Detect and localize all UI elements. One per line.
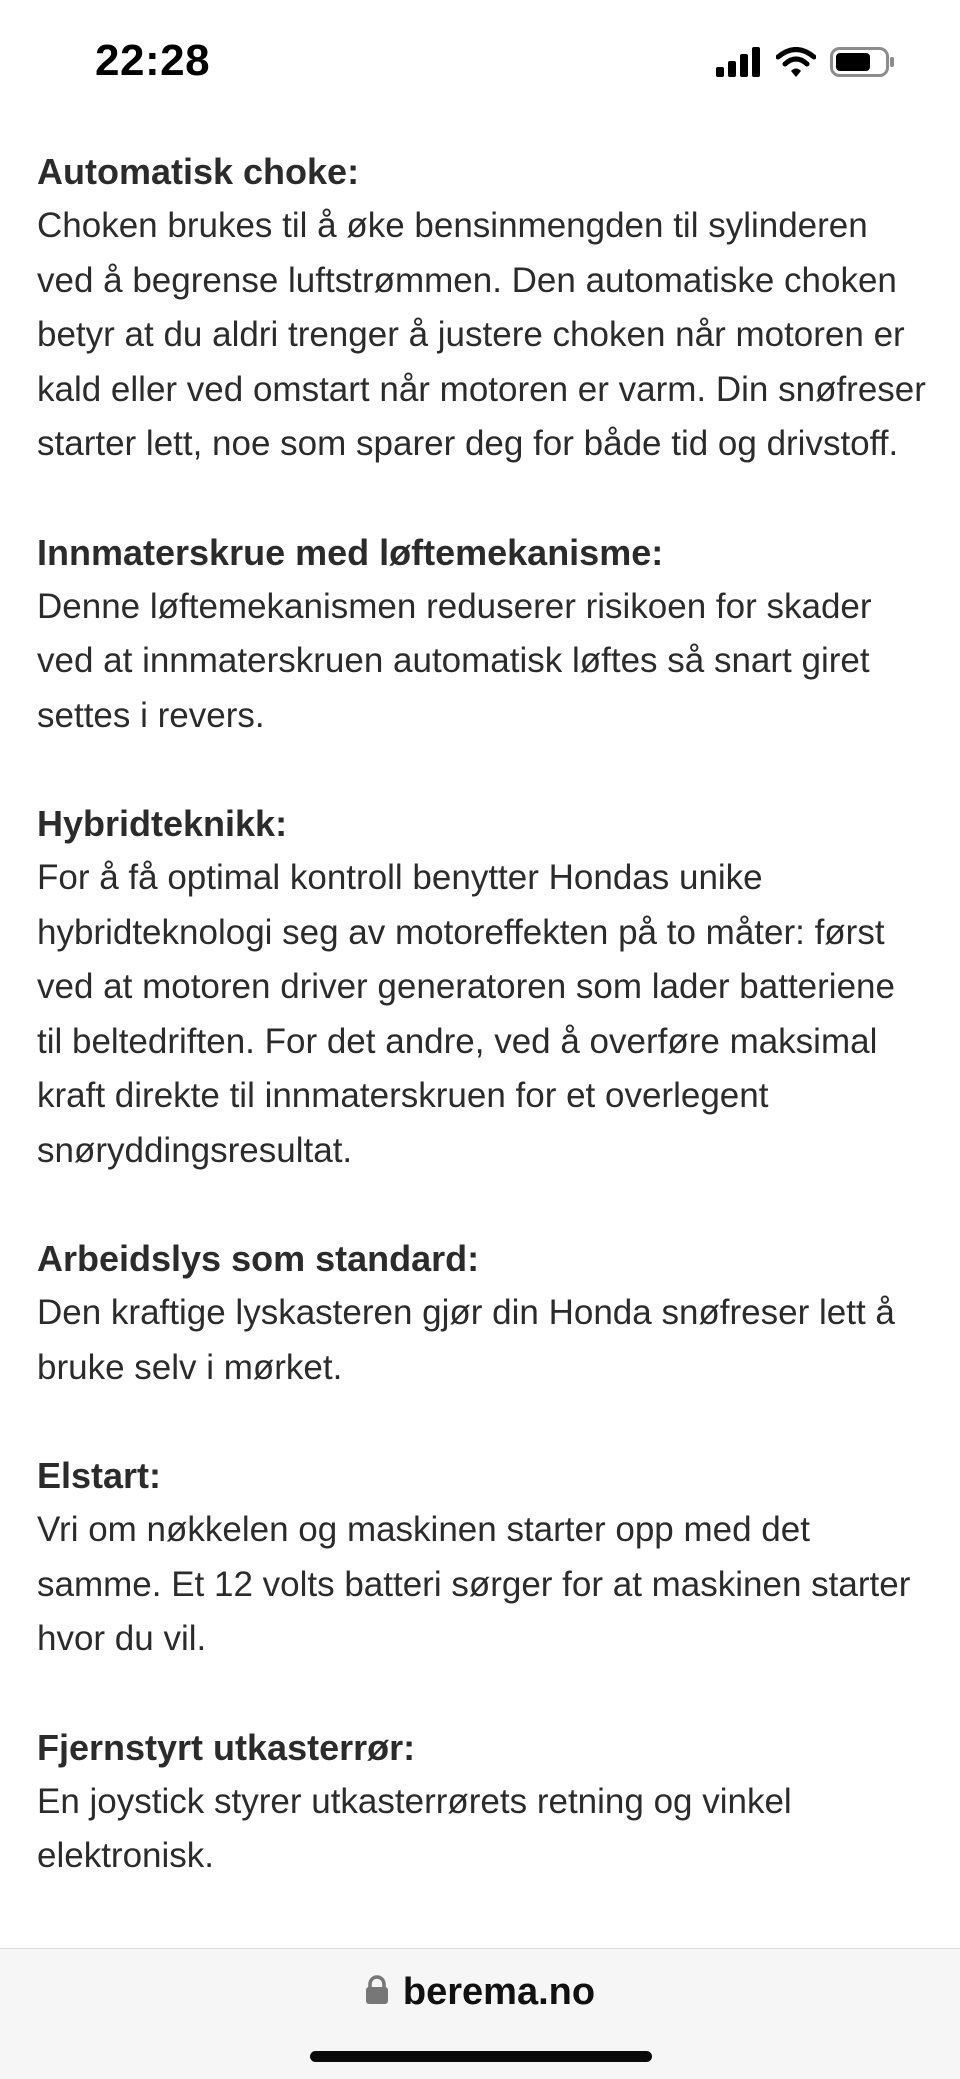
section-elstart (37, 1449, 927, 1667)
section-title: Innmaterskrue med løftemekanisme: (37, 531, 664, 573)
section-automatisk-choke (37, 145, 927, 472)
battery-icon (830, 47, 896, 82)
cellular-signal-icon (716, 47, 762, 82)
status-icons (716, 46, 896, 82)
status-bar (0, 0, 960, 130)
status-time: 22:28 (95, 36, 211, 85)
section-body: Choken brukes til å øke bensinmengden til sylinderen ved å begrense luftstrømmen. Den automatiske choken betyr at du aldri trenger å justere choken når motoren er kald eller ved omstart når motoren er varm. Din snøfreser starter lett, noe som sparer deg for både tid og drivstoff. (37, 206, 926, 463)
section-title: Automatisk choke: (37, 151, 360, 192)
section-title: Elstart: (37, 1455, 162, 1496)
section-arbeidslys (37, 1232, 927, 1395)
browser-address-bar[interactable] (0, 1948, 960, 2079)
section-body: For å få optimal kontroll benytter Hondas unike hybridteknologi seg av motoreffekten på to måter: først ved at motoren driver generatoren som lader batteriene til beltedriften. For det andre, ved å overføre maksimal kraft direkte til innmaterskruen for et overlegent snøryddingsresultat. (37, 858, 895, 1170)
url-display[interactable] (0, 1971, 960, 2014)
section-title: Fjernstyrt utkasterrør: (37, 1726, 416, 1768)
section-title: Hybridteknikk: (37, 803, 288, 844)
section-body: Vri om nøkkelen og maskinen starter opp med det samme. Et 12 volts batteri sørger for at maskinen starter hvor du vil. (37, 1510, 911, 1658)
lock-icon (365, 1975, 389, 2010)
section-title: Arbeidslys som standard: (37, 1238, 480, 1279)
section-hybridteknikk (37, 797, 927, 1178)
wifi-icon (776, 47, 816, 82)
section-innmaterskrue (37, 526, 927, 744)
section-body: En joystick styrer utkasterrørets retning og vinkel elektronisk. (37, 1781, 792, 1875)
page-content (37, 145, 927, 1935)
section-fjernstyrt-utkasterror (37, 1721, 927, 1884)
section-body: Den kraftige lyskasteren gjør din Honda snøfreser lett å bruke selv i mørket. (37, 1293, 895, 1387)
section-body: Denne løftemekanismen reduserer risikoen for skader ved at innmaterskruen automatisk løftes så snart giret settes i revers. (37, 586, 872, 735)
url-text[interactable]: berema.no (402, 1971, 596, 2013)
home-indicator[interactable] (310, 2051, 652, 2062)
